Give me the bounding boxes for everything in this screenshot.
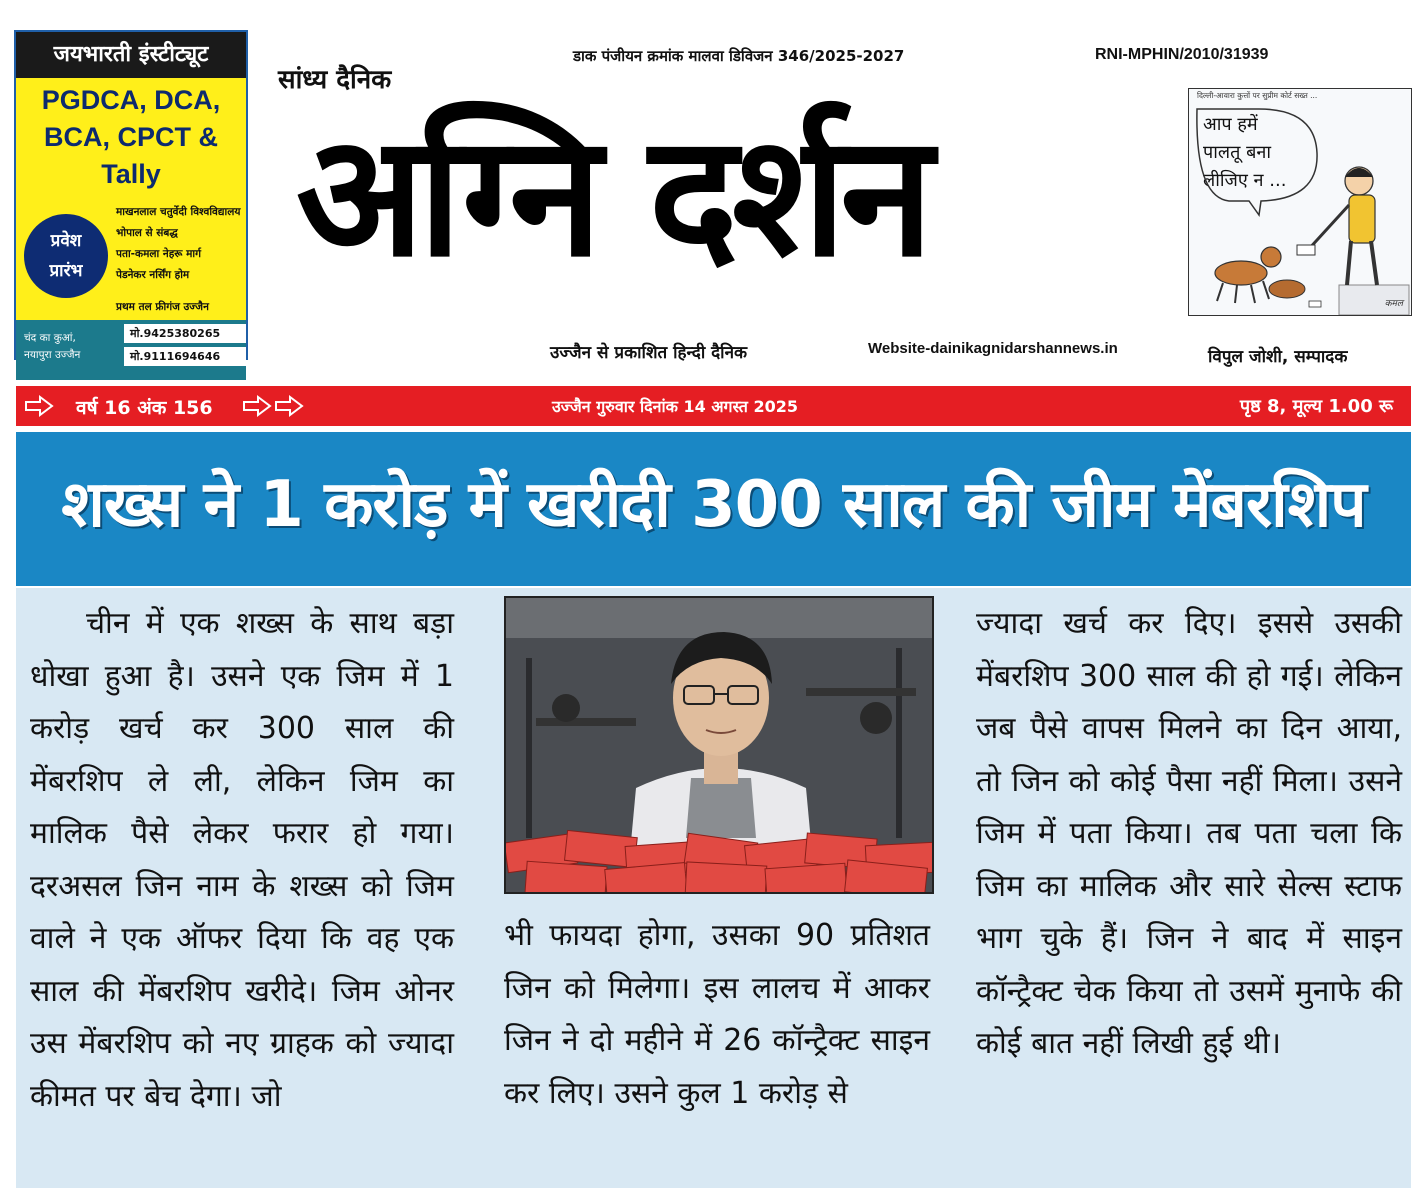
page-price: पृष्ठ 8, मूल्य 1.00 रू — [1239, 396, 1393, 417]
ad-address-line1: चंद का कुआं, — [24, 332, 76, 344]
ad-title: जयभारती इंस्टीट्यूट — [16, 32, 246, 78]
article-column-middle: भी फायदा होगा, उसका 90 प्रतिशत जिन को मिलेगा। इस लालच में आकर जिन ने दो महीने में 26 कॉन्ट्रैक्ट साइन कर लिए। उसने कुल 1 करोड़ से — [504, 918, 930, 1111]
ad-courses-line2: BCA, CPCT & Tally — [44, 122, 218, 189]
bubble-line1: आप हमें — [1203, 114, 1258, 135]
dateline-bar — [16, 386, 1411, 426]
ad-info — [116, 202, 246, 286]
ad-info-line: माखनलाल चतुर्वेदी विश्वविद्यालय — [116, 206, 241, 218]
ad-phones — [124, 324, 246, 370]
ad-info-line: भोपाल से संबद्ध — [116, 227, 178, 239]
ad-middle — [16, 198, 246, 298]
editor-name: विपुल जोशी, सम्पादक — [1208, 347, 1348, 367]
cartoon-drawing-icon — [1189, 89, 1412, 316]
article-headline: शख्स ने 1 करोड़ में खरीदी 300 साल की जीम मेंबरशिप — [61, 468, 1366, 542]
ad-info-line: प्रथम तल फ्रीगंज उज्जैन — [16, 298, 246, 320]
article-photo — [504, 596, 934, 894]
admission-badge — [24, 214, 108, 298]
ad-info-line: पेडनेकर नर्सिंग होम — [116, 269, 190, 281]
tagline: उज्जैन से प्रकाशित हिन्दी दैनिक — [550, 343, 748, 363]
editorial-cartoon — [1188, 88, 1412, 316]
cartoon-caption: दिल्ली-आवारा कुत्तों पर सुप्रीम कोर्ट सख्त ... — [1197, 91, 1318, 100]
article-column-right: ज्यादा खर्च कर दिए। इससे उसकी मेंबरशिप 300 साल की हो गई। लेकिन जब पैसे वापस मिलने का दिन आया, तो जिन को कोई पैसा नहीं मिला। उसने जिम में पता किया। तब पता चला कि जिम का मालिक और सारे सेल्स स्टाफ भाग चुके हैं। जिन ने बाद में साइन कॉन्ट्रैक्ट चेक किया तो उसमें मुनाफे की कोई बात नहीं लिखी हुई थी। — [976, 606, 1402, 1061]
website[interactable]: Website-dainikagnidarshannews.in — [868, 340, 1118, 357]
article-column-left: चीन में एक शख्स के साथ बड़ा धोखा हुआ है। उसने एक जिम में 1 करोड़ खर्च कर 300 साल की मेंबरशिप ले ली, लेकिन जिम का मालिक पैसे लेकर फरार हो गया। दरअसल जिन नाम के शख्स को जिम वाले ने एक ऑफर दिया कि वह एक साल की मेंबरशिप खरीदे। जिम ओनर उस मेंबरशिप को नए ग्राहक को ज्यादा कीमत पर बेच देगा। जो — [30, 606, 454, 1114]
ad-address — [24, 330, 124, 364]
ad-address-line2: नयापुरा उज्जैन — [24, 349, 81, 361]
newspaper-name: अग्नि दर्शन — [296, 98, 928, 294]
badge-line2: प्रारंभ — [49, 261, 83, 281]
ad-phone-1: मो.9425380265 — [124, 324, 246, 343]
man-with-cash-photo-icon — [506, 598, 934, 894]
rni-number: RNI-MPHIN/2010/31939 — [1095, 46, 1269, 63]
arrow-right-icon — [274, 394, 304, 418]
masthead — [0, 0, 1425, 384]
arrow-right-icon — [24, 394, 54, 418]
ad-info-line: पता-कमला नेहरू मार्ग — [116, 248, 201, 260]
article-body — [16, 588, 1411, 1188]
headline-band — [16, 432, 1411, 586]
issue-number: वर्ष 16 अंक 156 — [76, 397, 213, 419]
ad-phone-2: मो.9111694646 — [124, 347, 246, 366]
ad-courses — [16, 78, 246, 198]
bubble-line3: लीजिए न ... — [1203, 170, 1287, 191]
cartoonist-signature: कमल — [1384, 299, 1403, 309]
badge-line1: प्रवेश — [50, 231, 82, 251]
publication-date: उज्जैन गुरुवार दिनांक 14 अगस्त 2025 — [552, 397, 799, 416]
ad-contact — [16, 320, 246, 380]
institute-ad — [14, 30, 248, 363]
postal-registration: डाक पंजीयन क्रमांक मालवा डिविजन 346/2025-2027 — [573, 47, 905, 65]
ad-courses-line1: PGDCA, DCA, — [41, 85, 221, 115]
paper-subtitle: सांध्य दैनिक — [278, 65, 392, 95]
arrow-right-icon — [242, 394, 272, 418]
bubble-line2: पालतू बना — [1203, 142, 1272, 163]
